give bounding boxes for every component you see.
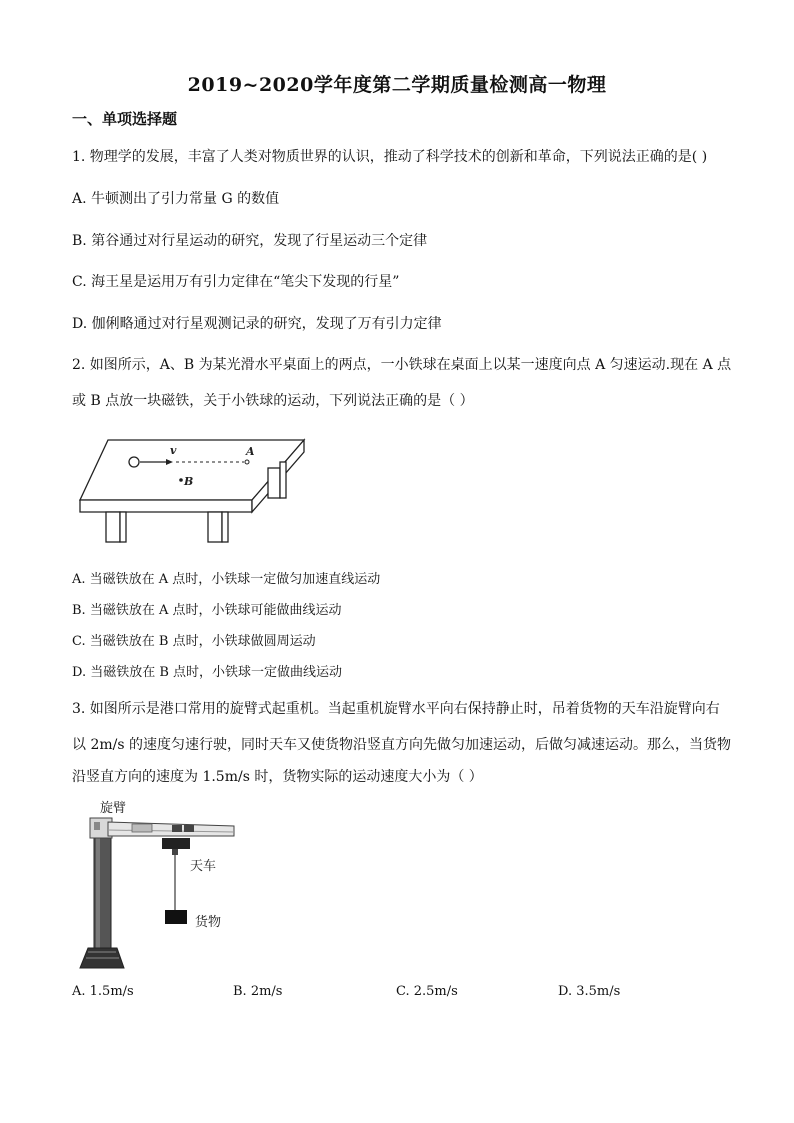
q3-stem-line1: 3. 如图所示是港口常用的旋臂式起重机。当起重机旋臂水平向右保持静止时，吊着货物的天车沿旋臂向右 [72, 701, 720, 717]
tabletop-front-edge [80, 500, 252, 512]
q1-option-c: C. 海王星是运用万有引力定律在“笔尖下发现的行星” [72, 274, 400, 290]
q1-stem: 1. 物理学的发展，丰富了人类对物质世界的认识，推动了科学技术的创新和革命，下列说法正确的是( ) [72, 149, 708, 165]
point-b-marker [179, 478, 183, 482]
crane-hook-block [172, 849, 178, 855]
trolley-label: 天车 [190, 859, 217, 874]
crane-arm-plate [132, 824, 152, 832]
q3-option-a: A. 1.5m/s [72, 984, 134, 999]
point-b-label: B [184, 475, 194, 488]
table-leg-back-right [268, 468, 280, 498]
table-leg-front-left [106, 512, 120, 542]
q1-option-b: B. 第谷通过对行星运动的研究，发现了行星运动三个定律 [72, 233, 428, 249]
cargo-label: 货物 [195, 915, 222, 930]
q2-option-d: D. 当磁铁放在 B 点时，小铁球一定做曲线运动 [72, 665, 343, 680]
section-heading: 一、单项选择题 [72, 110, 178, 128]
page-title: 2019~2020学年度第二学期质量检测高一物理 [187, 74, 607, 96]
q2-option-b: B. 当磁铁放在 A 点时，小铁球可能做曲线运动 [72, 603, 342, 618]
table-figure [72, 432, 312, 546]
crane-arm-marking [172, 825, 182, 832]
iron-ball [129, 457, 139, 467]
q2-option-c: C. 当磁铁放在 B 点时，小铁球做圆周运动 [72, 634, 316, 649]
table-leg-front-left-side [120, 512, 126, 542]
point-a-label: A [246, 445, 255, 458]
crane-arm-marking [184, 825, 194, 832]
crane-column-highlight [96, 834, 100, 948]
q1-option-d: D. 伽俐略通过对行星观测记录的研究，发现了万有引力定律 [72, 316, 442, 332]
table-leg-front-right [208, 512, 222, 542]
q3-option-d: D. 3.5m/s [558, 984, 621, 999]
q2-stem-line1: 2. 如图所示，A、B 为某光滑水平桌面上的两点，一小铁球在桌面上以某一速度向点 A 匀速运动.现在 A 点 [72, 357, 732, 373]
crane-pivot-detail [94, 822, 100, 830]
q3-stem-line3: 沿竖直方向的速度为 1.5m/s 时，货物实际的运动速度大小为（ ） [72, 769, 483, 785]
crane-figure [74, 796, 244, 974]
q3-option-c: C. 2.5m/s [396, 984, 458, 999]
crane-cargo [165, 910, 187, 924]
q3-stem-line2: 以 2m/s 的速度匀速行驶，同时天车又使货物沿竖直方向先做匀加速运动，后做匀减速运动。那么，当货物 [72, 737, 731, 753]
velocity-label: v [170, 444, 177, 457]
q2-stem-line2: 或 B 点放一块磁铁，关于小铁球的运动，下列说法正确的是（ ） [72, 393, 474, 409]
q1-option-a: A. 牛顿测出了引力常量 G 的数值 [72, 191, 280, 207]
crane-arm [108, 822, 234, 836]
q2-option-a: A. 当磁铁放在 A 点时，小铁球一定做匀加速直线运动 [72, 572, 381, 587]
q3-option-b: B. 2m/s [233, 984, 283, 999]
crane-trolley [162, 838, 190, 849]
table-leg-front-right-side [222, 512, 228, 542]
point-a-marker [245, 460, 249, 464]
arm-label: 旋臂 [100, 801, 127, 816]
table-leg-back-right-side [280, 462, 286, 498]
